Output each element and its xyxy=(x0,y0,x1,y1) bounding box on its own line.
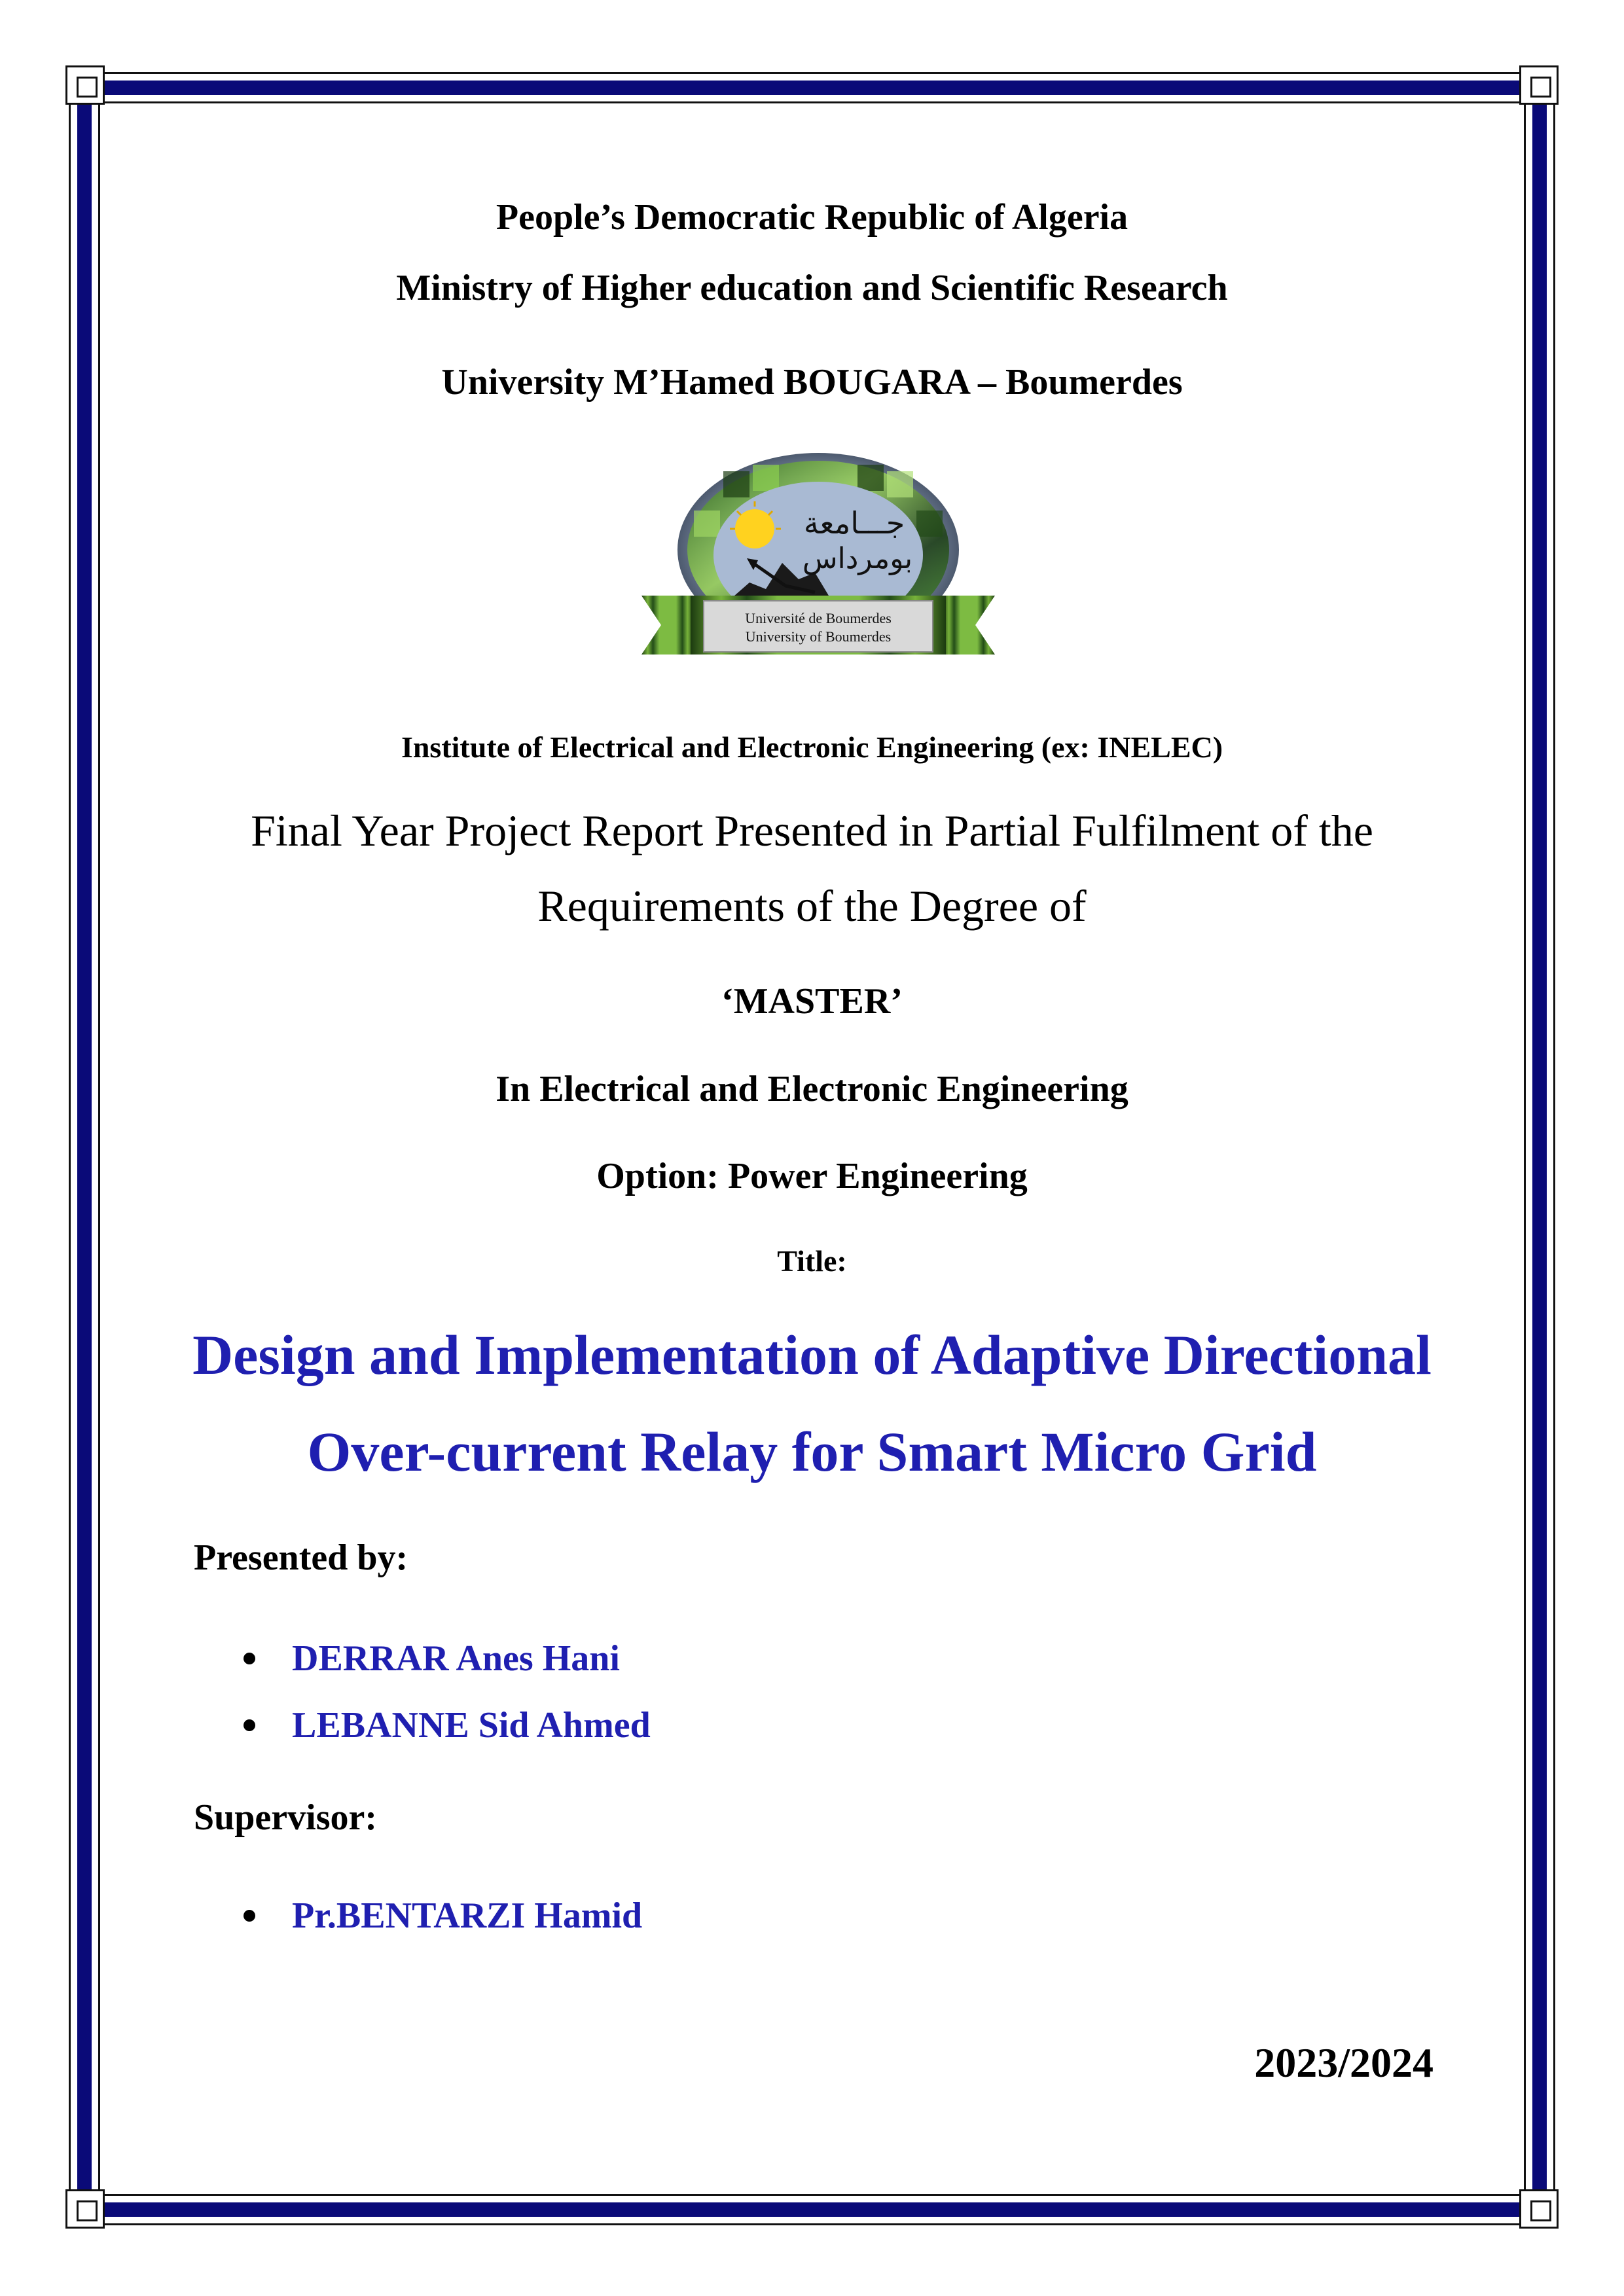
bullet-icon xyxy=(244,1910,255,1922)
ministry-heading: Ministry of Higher education and Scientific Research xyxy=(396,268,1228,308)
logo-arabic-city: بومرداس xyxy=(802,542,913,575)
degree-name: ‘MASTER’ xyxy=(721,981,903,1022)
border-corner-ornament xyxy=(65,2189,105,2229)
logo-caption-english: University of Boumerdes xyxy=(745,628,892,645)
logo-arabic-name: جـــامعة xyxy=(803,505,905,541)
border-corner-ornament xyxy=(65,65,105,105)
academic-year: 2023/2024 xyxy=(1254,2039,1434,2086)
border-corner-ornament xyxy=(1519,65,1559,105)
title-label: Title: xyxy=(777,1244,847,1278)
project-title-line-2: Over-current Relay for Smart Micro Grid xyxy=(307,1420,1317,1483)
author-list-item xyxy=(244,1704,651,1746)
presented-by-label: Presented by: xyxy=(194,1537,408,1578)
logo-caption-french: Université de Boumerdes xyxy=(745,610,892,626)
university-logo xyxy=(625,452,1011,677)
page-border-inner xyxy=(98,101,1526,2196)
degree-field: In Electrical and Electronic Engineering xyxy=(496,1069,1128,1109)
report-description-line-2: Requirements of the Degree of xyxy=(537,881,1087,931)
bullet-icon xyxy=(244,1653,255,1664)
bullet-icon xyxy=(244,1719,255,1731)
author-list-item xyxy=(244,1638,620,1679)
project-title-line-1: Design and Implementation of Adaptive Directional xyxy=(192,1323,1432,1386)
degree-option: Option: Power Engineering xyxy=(596,1156,1028,1196)
supervisor-name: Pr.BENTARZI Hamid xyxy=(292,1895,643,1936)
supervisor-label: Supervisor: xyxy=(194,1797,377,1838)
report-description-line-1: Final Year Project Report Presented in Partial Fulfilment of the xyxy=(251,806,1373,855)
institute-name: Institute of Electrical and Electronic Engineering (ex: INELEC) xyxy=(401,730,1223,764)
author-name: LEBANNE Sid Ahmed xyxy=(292,1705,651,1746)
author-name: DERRAR Anes Hani xyxy=(292,1638,620,1679)
country-heading: People’s Democratic Republic of Algeria xyxy=(496,197,1128,238)
supervisor-list-item xyxy=(244,1895,642,1937)
border-corner-ornament xyxy=(1519,2189,1559,2229)
university-heading: University M’Hamed BOUGARA – Boumerdes xyxy=(441,362,1183,403)
